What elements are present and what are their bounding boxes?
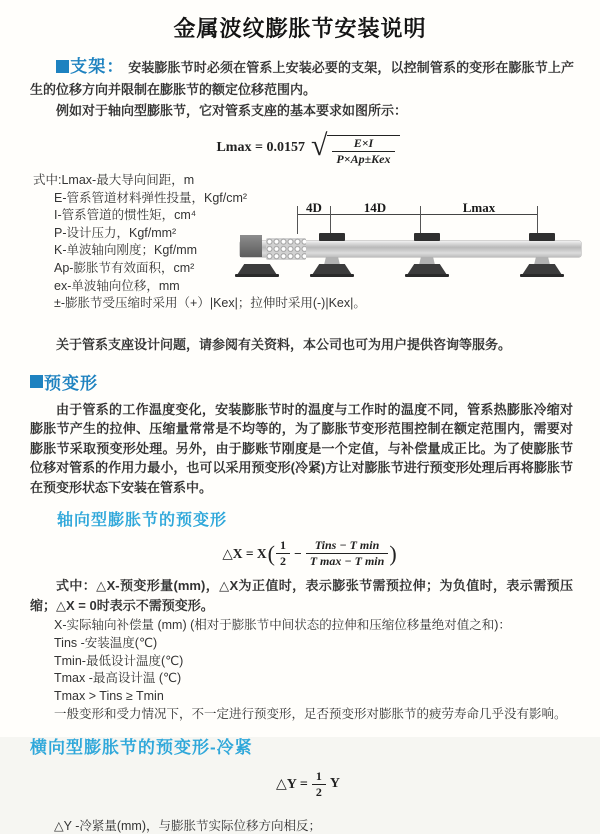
- definitions-and-diagram: [0, 172, 600, 332]
- lateral-predeform-formula: [276, 770, 340, 799]
- minus-operator: −: [294, 545, 302, 561]
- pipe-support: [310, 200, 354, 296]
- support-intro-text: 安装膨胀节时必须在管系上安装必要的支架，以控制管系的变形在膨胀节上产生的位移方向并限制在膨胀节的额定位移范围内。: [30, 60, 574, 97]
- predeform-section-label: 预变形: [44, 374, 98, 393]
- dy-half-numerator: 1: [312, 770, 326, 785]
- predeform-section-header: [30, 369, 600, 394]
- axial-formula-description: 式中：△X-预变形量(mm)，△X为正值时，表示膨张节需预拉伸；为负值时，表示需预压缩；△X = 0时表示不需预变形。: [30, 578, 573, 614]
- axial-predeform-heading: 轴向型膨胀节的预变形: [57, 512, 228, 530]
- pipe-clamp: [529, 233, 555, 241]
- axial-predeform-formula: [222, 539, 397, 568]
- half-numerator: 1: [276, 539, 290, 554]
- variable-line: Tins -安装温度(℃): [54, 635, 158, 650]
- dx-formula-lhs: △X = X: [222, 545, 267, 561]
- dy-formula-rhs: Y: [329, 776, 340, 792]
- pipe-clamp: [414, 233, 440, 241]
- dim-label-14d: 14D: [363, 200, 387, 215]
- support-base-lip: [405, 274, 449, 277]
- support-section-label: 支架：: [70, 57, 125, 76]
- consulting-note: 关于管系支座设计问题，请参阅有关资料，本公司也可为用户提供咨询等服务。: [56, 337, 512, 352]
- support-base-lip: [235, 274, 279, 277]
- predeform-paragraph: 由于管系的工作温度变化，安装膨胀节时的温度与工作时的温度不同，管系热膨胀冷缩对膨胀节产生的拉伸、压缩量常常是不均等的，为了膨胀节变形范围控制在额定范围内，需要对膨胀节采取预变形处理。另外，由于膨账节刚度是一个定值，与补偿量成正比。为了使膨胀节位移对管系的作用力最小，也可以采用预变形(冷紧)方让对膨胀节进行预变形处理后再将膨胀节在预变形状态下安装在管系中。: [30, 402, 573, 495]
- definition-line: K-单波轴向刚度；Kgf/mm: [54, 243, 198, 258]
- left-paren: (: [267, 540, 275, 566]
- right-paren: ): [389, 540, 397, 566]
- anchor-block: [240, 235, 262, 257]
- support-base-lip: [520, 274, 564, 277]
- support-pedestal: [534, 257, 550, 265]
- support-pedestal: [324, 257, 340, 265]
- lmax-formula-numerator: E×I: [332, 137, 394, 152]
- dy-formula-lhs: △Y =: [276, 776, 308, 792]
- definition-line: I-管系管道的惯性矩，cm⁴: [54, 208, 197, 223]
- pipe-support: [405, 200, 449, 296]
- definition-line: 式中:Lmax-最大导向间距，m: [33, 173, 195, 187]
- half-denominator: 2: [280, 554, 286, 569]
- definition-line: E-管系管道材料弹性投量，Kgf/cm²: [54, 190, 248, 205]
- sqrt-radical: [311, 130, 400, 166]
- temp-frac-denominator: T max − T min: [309, 554, 385, 569]
- support-pedestal: [419, 257, 435, 265]
- pipe-support-diagram: [240, 200, 598, 296]
- lateral-formula-description: △Y -冷紧量(mm)，与膨胀节实际位移方向相反；: [54, 818, 322, 833]
- dim-label-4d: 4D: [306, 200, 322, 215]
- lmax-formula-lhs: Lmax = 0.0157: [216, 140, 305, 155]
- support-intro-paragraph: [30, 56, 574, 100]
- variable-line: 一般变形和受力情况下，不一定进行预变形，足否预变形对膨胀节的疲劳寿命几乎没有影响。: [54, 707, 567, 722]
- dimension-tick: [297, 206, 298, 234]
- section-square-icon: [56, 60, 69, 73]
- dim-label-lmax: Lmax: [462, 200, 496, 215]
- support-example-line: 例如对于轴向型膨胀节，它对管系支座的基本要求如图所示：: [56, 103, 408, 118]
- definition-line: ±-膨胀节受压缩时采用（+）|Kex|；拉伸时采用(-)|Kex|。: [54, 296, 366, 311]
- definition-line: P-设计压力，Kgf/mm²: [54, 225, 177, 240]
- sqrt-sign-icon: √: [310, 129, 328, 162]
- axial-variable-lines: [54, 617, 580, 724]
- support-base-lip: [310, 274, 354, 277]
- variable-line: Tmax -最高设计温 (℃): [54, 671, 182, 686]
- pipe-clamp: [319, 233, 345, 241]
- lateral-predeform-heading: 横向型膨胀节的预变形-冷紧: [30, 737, 253, 757]
- section-square-icon: [30, 375, 43, 388]
- temp-frac-numerator: Tins − T min: [306, 539, 389, 554]
- dy-half-denominator: 2: [315, 784, 322, 799]
- lmax-formula: [216, 130, 399, 166]
- lmax-formula-denominator: P×Ap±Kex: [336, 152, 391, 166]
- definition-line: ex-单波轴向位移，mm: [54, 278, 180, 293]
- page-title: 金属波纹膨胀节安装说明: [173, 16, 427, 41]
- variable-line: Tmin-最低设计温度(℃): [54, 653, 184, 668]
- variable-line: Tmax > Tins ≥ Tmin: [54, 689, 164, 704]
- definition-line: Ap-膨胀节有效面积，cm²: [54, 260, 195, 275]
- pipe-support: [520, 200, 564, 296]
- variable-line: X-实际轴向补偿量 (mm) (相对于膨胀节中间状态的拉伸和压缩位移量绝对值之和)：: [54, 618, 511, 633]
- pipe-anchor: [235, 200, 279, 296]
